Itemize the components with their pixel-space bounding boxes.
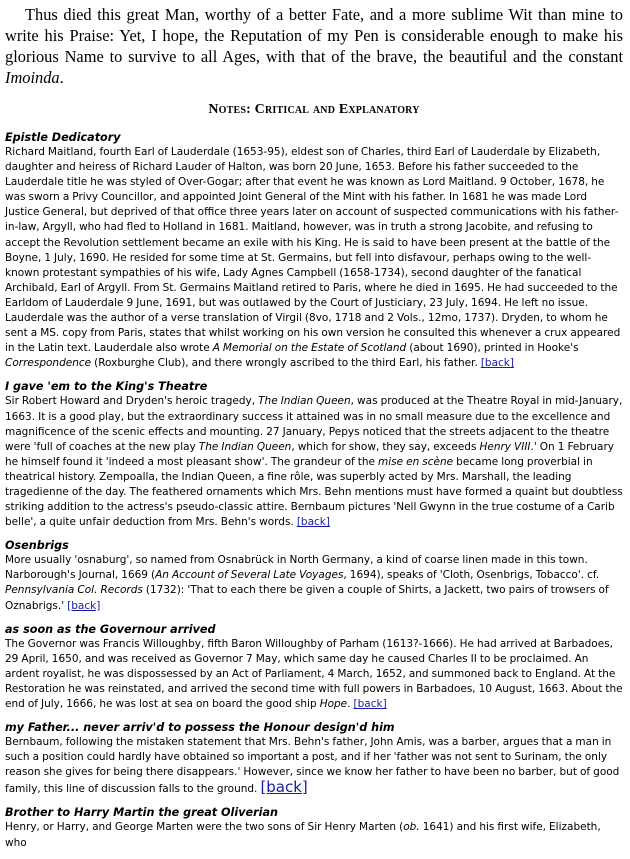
note-body: The Governor was Francis Willoughby, fifth Baron Willoughby of Parham (1613?-1666). He had arrived at Barbadoes, 29 April, 1650, and was received as Governor 7 May, which same day he caused Charles II to be proclaimed. An ardent royalist, he was dispossessed by an Act of Parliament, 4 March, 1652, and summoned back to England. At the Restoration he was reinstated, and arrived the second time with full powers in Barbadoes, 10 August, 1663. About the end of July, 1666, he was lost at sea on board the good ship Hope. [back] (5, 637, 623, 710)
note-kings-theatre (5, 379, 623, 530)
note-my-father (5, 720, 623, 797)
note-body: Sir Robert Howard and Dryden's heroic tragedy, The Indian Queen, was produced at the Theatre Royal in mid-January, 1663. It is a good play, but the extraordinary success it attained was in no small measure due to the excellence and magnificence of the scenic effects and mounting. 27 January, Pepys noticed that the streets adjacent to the theatre were 'full of coaches at the new play The Indian Queen, which for show, they say, exceeds Henry VIII.' On 1 February he himself found it 'indeed a most pleasant show'. The grandeur of the mise en scène became long proverbial in theatrical history. Zempoalla, the Indian Queen, a fine rôle, was superbly acted by Mrs. Marshall, the leading tragedienne of the day. The feathered ornaments which Mrs. Behn mentions must have formed a quaint but doubtless striking addition to the actress's pseudo-classic attire. Bernbaum pictures 'Nell Gwynn in the true costume of a Carib belle', a quite unfair deduction from Mrs. Behn's words. [back] (5, 395, 623, 529)
back-link[interactable]: [back] (353, 698, 387, 710)
note-title: Epistle Dedicatory (5, 131, 121, 144)
note-title: Brother to Harry Martin the great Oliverian (5, 806, 278, 820)
note-body: Henry, or Harry, and George Marten were the two sons of Sir Henry Marten (ob. 1641) and his first wife, Elizabeth, who (5, 821, 601, 849)
back-link[interactable]: [back] (296, 516, 330, 529)
back-link[interactable]: [back] (260, 778, 308, 797)
closing-paragraph: Thus died this great Man, worthy of a better Fate, and a more sublime Wit than mine to write his Praise: Yet, I hope, the Reputation of my Pen is considerable enough to make his glorious Name to survive to all Ages, with that of the brave, the beautiful and the constant Imoinda. (5, 5, 623, 87)
note-body: Bernbaum, following the mistaken statement that Mrs. Behn's father, John Amis, was a barber, argues that a man in such a position could hardly have obtained so important a post, and if her 'father was not sent to Surinam, the only reason she gives for being there disappears.' However, since we know her father to have been no barber, but of good family, this line of discussion falls to the ground. [back] (5, 736, 620, 797)
note-governour-arrived (5, 622, 623, 712)
note-body: Richard Maitland, fourth Earl of Lauderdale (1653-95), eldest son of Charles, third Earl of Lauderdale by Elizabeth, daughter and heiress of Richard Lauder of Halton, was born 20 June, 1653. Before his father succeeded to the Lauderdale title he was styled of Over-Gogar; after that event he was known as Lord Maitland. 9 October, 1678, he was sworn a Privy Councillor, and appointed Joint General of the Mint with his father. In 1681 he was made Lord Justice General, but deprived of that office three years later on account of suspected communications with his father-in-law, Argyll, who had fled to Holland in 1681. Maitland, however, was in truth a strong Jacobite, and refusing to accept the Revolution settlement became an exile with his King. He is said to have been present at the battle of the Boyne, 1 July, 1690. He resided for some time at St. Germains, but fell into disfavour, perhaps owing to the well-known protestant sympathies of his wife, Lady Agnes Campbell (1658-1734), second daughter of the fanatical Archibald, Earl of Argyll. From St. Germains Maitland retired to Paris, where he died in 1695. He had succeeded to the Earldom of Lauderdale 9 June, 1691, but was outlawed by the Court of Justiciary, 23 July, 1694. He left no issue. Lauderdale was the author of a verse translation of Virgil (8vo, 1718 and 2 Vols., 12mo, 1737). Dryden, to whom he sent a MS. copy from Paris, states that whilst working on his own version he consulted this whenever a crux appeared in the Latin text. Lauderdale also wrote A Memorial on the Estate of Scotland (about 1690), printed in Hooke's Correspondence (Roxburghe Club), and there wrongly ascribed to the third Earl, his father. [back] (5, 146, 621, 370)
note-title: my Father... never arriv'd to possess the Honour design'd him (5, 721, 395, 735)
note-title: Osenbrigs (5, 539, 69, 553)
notes-heading: Notes: Critical and Explanatory (208, 102, 420, 117)
note-harry-martin (5, 805, 623, 850)
back-link[interactable]: [back] (67, 599, 101, 612)
document-page (5, 4, 623, 859)
note-epistle-dedicatory (5, 130, 623, 371)
note-body: More usually 'osnaburg', so named from Osnabrück in North Germany, a kind of coarse linen made in this town. Narborough's Journal, 1669 (An Account of Several Late Voyages, 1694), speaks of 'Cloth, Osenbrigs, Tobacco'. cf. Pennsylvania Col. Records (1732): 'That to each there be given a couple of Shirts, a Jackett, two pairs of trowsers of Oznabrigs.' [back] (5, 554, 609, 612)
note-title: as soon as the Governour arrived (5, 622, 216, 636)
back-link[interactable]: [back] (480, 357, 514, 370)
note-title: I gave 'em to the King's Theatre (5, 380, 208, 394)
note-osenbrigs (5, 538, 623, 613)
